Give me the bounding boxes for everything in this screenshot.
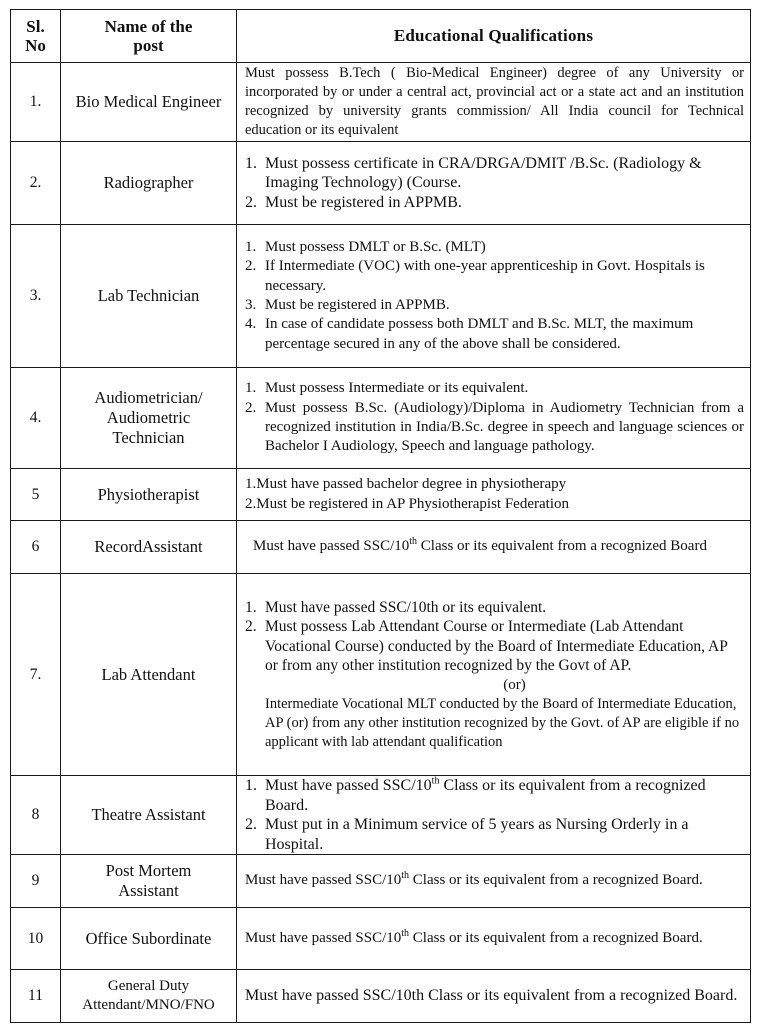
table-row bbox=[11, 574, 751, 776]
qualification-list bbox=[245, 379, 744, 456]
row-post-name: Theatre Assistant bbox=[61, 776, 237, 855]
qualification-text: Class or its equivalent from a recognized Board. bbox=[409, 929, 703, 946]
item-text: Must be registered in APPMB. bbox=[265, 193, 462, 211]
or-separator: (or) bbox=[503, 676, 526, 693]
row-serial-number: 3. bbox=[11, 225, 61, 368]
row-qualification bbox=[237, 469, 751, 521]
post-name-line: Assistant bbox=[118, 881, 179, 900]
row-qualification: Must have passed SSC/10th Class or its equivalent from a recognized Board. bbox=[237, 970, 751, 1023]
post-name-line: General Duty bbox=[107, 978, 190, 994]
qualification-item bbox=[245, 776, 744, 815]
header-name-line2: post bbox=[133, 36, 164, 55]
qualification-line: 2.Must be registered in AP Physiotherapist Federation bbox=[245, 495, 569, 512]
row-post-name: Bio Medical Engineer bbox=[61, 63, 237, 142]
table-row bbox=[11, 970, 751, 1023]
qualification-list bbox=[245, 776, 744, 854]
row-serial-number: 11 bbox=[11, 970, 61, 1023]
row-post-name: Radiographer bbox=[61, 142, 237, 225]
qualification-text: Must have passed SSC/10 bbox=[245, 929, 402, 946]
item-text: Must have passed SSC/10th or its equivalent. bbox=[265, 598, 547, 616]
item-text: In case of candidate possess both DMLT and B.Sc. MLT, the maximum percentage secured in any of the above shall be considered. bbox=[265, 316, 694, 352]
table-row bbox=[11, 908, 751, 970]
alternate-qualification: Intermediate Vocational MLT conducted by the Board of Intermediate Education, AP (or) from any other institution recognized by the Govt. of AP are eligible if no applicant with lab attendant qualification bbox=[265, 695, 740, 750]
row-serial-number: 7. bbox=[11, 574, 61, 776]
item-number: 1. bbox=[245, 239, 257, 256]
row-qualification: Must possess B.Tech ( Bio-Medical Engineer) degree of any University or incorporated by or under a central act, provincial act or a state act and an institution recognized by university grants commission/ All India council for Technical education or its equivalent bbox=[237, 63, 751, 142]
qualification-item bbox=[245, 257, 744, 296]
row-post-name: Lab Attendant bbox=[61, 574, 237, 776]
qualification-text: Class or its equivalent from a recognized Board. bbox=[409, 872, 703, 889]
header-post-name bbox=[61, 10, 237, 63]
item-text: Must put in a Minimum service of 5 years as Nursing Orderly in a Hospital. bbox=[265, 816, 689, 853]
item-text-part: Must have passed SSC/10 bbox=[265, 777, 432, 794]
item-text: Must be registered in APPMB. bbox=[265, 297, 450, 313]
row-qualification bbox=[237, 368, 751, 469]
item-number: 1. bbox=[245, 777, 257, 794]
qualification-line: 1.Must have passed bachelor degree in physiotherapy bbox=[245, 476, 567, 493]
row-serial-number: 9 bbox=[11, 855, 61, 908]
row-serial-number: 10 bbox=[11, 908, 61, 970]
row-qualification bbox=[237, 776, 751, 855]
header-sl-line1: Sl. bbox=[26, 17, 45, 36]
post-name-line: Audiometrician/ bbox=[94, 388, 203, 407]
header-sl-line2: No bbox=[25, 36, 46, 55]
row-serial-number: 5 bbox=[11, 469, 61, 521]
row-post-name: Lab Technician bbox=[61, 225, 237, 368]
table-row bbox=[11, 225, 751, 368]
item-text-part: Class or its equivalent from a recognized Board. bbox=[265, 777, 706, 814]
ordinal-suffix: th bbox=[409, 536, 418, 548]
item-number: 2. bbox=[245, 618, 257, 635]
item-text: Must possess DMLT or B.Sc. (MLT) bbox=[265, 239, 486, 256]
table-row bbox=[11, 368, 751, 469]
row-serial-number: 1. bbox=[11, 63, 61, 142]
qualification-item bbox=[245, 315, 744, 354]
table-header-row bbox=[11, 10, 751, 63]
row-qualification bbox=[237, 142, 751, 225]
qualification-item bbox=[245, 617, 744, 676]
post-name-line: Technician bbox=[112, 428, 185, 447]
qualification-item bbox=[245, 238, 744, 257]
item-number: 2. bbox=[245, 258, 257, 275]
item-number: 4. bbox=[245, 316, 257, 333]
table-row bbox=[11, 855, 751, 908]
row-post-name bbox=[61, 855, 237, 908]
row-serial-number: 4. bbox=[11, 368, 61, 469]
qualification-item bbox=[245, 598, 744, 618]
qualification-list bbox=[245, 154, 744, 213]
row-post-name bbox=[61, 368, 237, 469]
row-serial-number: 8 bbox=[11, 776, 61, 855]
item-text: Must possess B.Sc. (Audiology)/Diploma in Audiometry Technician from a recognized institution in India/B.Sc. degree in speech and language sciences or Bachelor I Audiology, Speech and language pathology. bbox=[265, 399, 744, 455]
row-serial-number: 6 bbox=[11, 521, 61, 574]
item-text bbox=[265, 776, 744, 815]
table-row bbox=[11, 142, 751, 225]
row-qualification bbox=[237, 521, 751, 574]
item-number: 1. bbox=[245, 154, 257, 172]
row-serial-number: 2. bbox=[11, 142, 61, 225]
table-row bbox=[11, 776, 751, 855]
item-text: If Intermediate (VOC) with one-year apprenticeship in Govt. Hospitals is necessary. bbox=[265, 258, 705, 294]
item-number: 2. bbox=[245, 816, 257, 833]
qualification-list bbox=[245, 598, 744, 676]
post-name-line: Attendant/MNO/FNO bbox=[82, 997, 215, 1013]
qualification-list bbox=[245, 238, 744, 354]
row-post-name: Physiotherapist bbox=[61, 469, 237, 521]
qualifications-table bbox=[10, 9, 751, 1023]
row-post-name: Office Subordinate bbox=[61, 908, 237, 970]
qualification-item bbox=[245, 815, 744, 854]
qualification-item bbox=[245, 379, 744, 398]
ordinal-suffix: th bbox=[401, 870, 410, 882]
post-name-line: Post Mortem bbox=[105, 861, 192, 880]
qualification-text: Class or its equivalent from a recognized Board bbox=[417, 538, 707, 555]
header-name-line1: Name of the bbox=[104, 17, 193, 36]
qualification-item bbox=[245, 296, 744, 315]
row-post-name: RecordAssistant bbox=[61, 521, 237, 574]
row-qualification bbox=[237, 855, 751, 908]
ordinal-suffix: th bbox=[431, 775, 440, 787]
item-text: Must possess Intermediate or its equivalent. bbox=[265, 380, 529, 397]
row-qualification bbox=[237, 574, 751, 776]
qualification-item bbox=[245, 154, 744, 193]
item-number: 1. bbox=[245, 380, 257, 397]
qualification-text: Must have passed SSC/10 bbox=[245, 872, 402, 889]
ordinal-suffix: th bbox=[401, 927, 410, 939]
item-text: Must possess Lab Attendant Course or Intermediate (Lab Attendant Vocational Course) conducted by the Board of Intermediate Education, AP or from any other institution recognized by the Govt of AP. bbox=[265, 618, 728, 674]
table-row bbox=[11, 469, 751, 521]
row-qualification bbox=[237, 908, 751, 970]
qualification-text: Must have passed SSC/10 bbox=[253, 538, 410, 555]
header-educational-qualifications: Educational Qualifications bbox=[237, 10, 751, 63]
item-number: 1. bbox=[245, 598, 257, 616]
header-serial-number bbox=[11, 10, 61, 63]
qualification-item bbox=[245, 193, 744, 213]
qualification-item bbox=[245, 399, 744, 457]
post-name-line: Audiometric bbox=[106, 408, 191, 427]
item-number: 2. bbox=[245, 193, 257, 211]
table-row bbox=[11, 63, 751, 142]
table-row bbox=[11, 521, 751, 574]
row-post-name bbox=[61, 970, 237, 1023]
item-text: Must possess certificate in CRA/DRGA/DMIT /B.Sc. (Radiology & Imaging Technology) (Course. bbox=[265, 154, 702, 192]
item-number: 2. bbox=[245, 399, 257, 416]
row-qualification bbox=[237, 225, 751, 368]
item-number: 3. bbox=[245, 297, 257, 313]
